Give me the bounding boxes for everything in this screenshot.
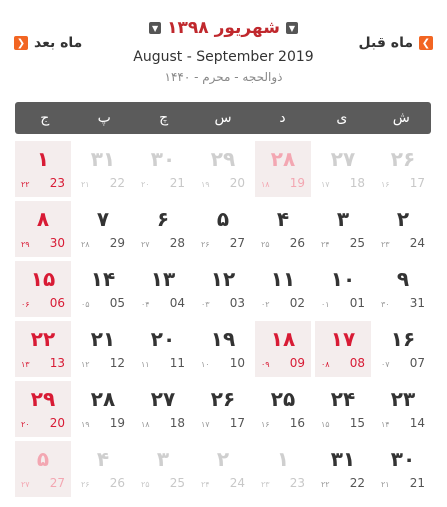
day-cell[interactable] [375, 201, 431, 257]
day-cell[interactable] [255, 141, 311, 197]
persian-day-number: ۲۱ [90, 327, 116, 351]
hijri-day-number: ۲۶ [201, 240, 210, 249]
hijri-day-number: ۰۷ [381, 360, 390, 369]
day-cell[interactable] [75, 141, 131, 197]
secondary-dates [375, 476, 431, 490]
gregorian-day-number: 22 [109, 176, 125, 190]
secondary-dates [255, 236, 311, 250]
gregorian-day-number: 06 [49, 296, 65, 310]
hijri-day-number: ۰۲ [261, 300, 270, 309]
persian-day-number: ۴ [96, 447, 110, 471]
gregorian-day-number: 14 [409, 416, 425, 430]
hijri-day-number: ۱۵ [321, 420, 330, 429]
gregorian-day-number: 17 [409, 176, 425, 190]
gregorian-day-number: 20 [49, 416, 65, 430]
hijri-day-number: ۲۷ [21, 480, 30, 489]
gregorian-day-number: 05 [109, 296, 125, 310]
secondary-dates [15, 356, 71, 370]
persian-day-number: ۳ [156, 447, 170, 471]
hijri-day-number: ۲۰ [21, 420, 30, 429]
secondary-dates [195, 476, 251, 490]
month-dropdown-icon[interactable]: ▼ [286, 22, 298, 34]
secondary-dates [375, 236, 431, 250]
secondary-dates [315, 176, 371, 190]
gregorian-day-number: 18 [349, 176, 365, 190]
gregorian-day-number: 03 [229, 296, 245, 310]
persian-day-number: ۱۱ [270, 267, 296, 291]
hijri-day-number: ۲۰ [141, 180, 150, 189]
day-cell[interactable] [135, 201, 191, 257]
secondary-dates [135, 296, 191, 310]
day-cell[interactable] [315, 321, 371, 377]
gregorian-day-number: 11 [169, 356, 185, 370]
persian-day-number: ۳۱ [330, 447, 356, 471]
gregorian-day-number: 12 [109, 356, 125, 370]
persian-day-number: ۵ [216, 207, 230, 231]
gregorian-day-number: 04 [169, 296, 185, 310]
hijri-day-number: ۲۸ [81, 240, 90, 249]
persian-day-number: ۶ [156, 207, 170, 231]
day-cell[interactable] [195, 441, 251, 497]
secondary-dates [15, 296, 71, 310]
gregorian-day-number: 25 [169, 476, 185, 490]
day-cell[interactable] [135, 321, 191, 377]
gregorian-day-number: 02 [289, 296, 305, 310]
hijri-day-number: ۱۹ [81, 420, 90, 429]
hijri-day-number: ۲۶ [81, 480, 90, 489]
secondary-dates [15, 176, 71, 190]
secondary-dates [15, 476, 71, 490]
persian-day-number: ۲ [216, 447, 230, 471]
secondary-dates [195, 356, 251, 370]
hijri-day-number: ۰۴ [141, 300, 150, 309]
day-cell[interactable] [75, 261, 131, 317]
hijri-day-number: ۲۲ [321, 480, 330, 489]
day-cell[interactable] [15, 321, 71, 377]
day-cell[interactable] [375, 261, 431, 317]
gregorian-day-number: 31 [409, 296, 425, 310]
month-label: شهریور [214, 18, 280, 38]
secondary-dates [75, 176, 131, 190]
year-label: ۱۳۹۸ [167, 18, 209, 38]
secondary-dates [75, 296, 131, 310]
gregorian-day-number: 24 [229, 476, 245, 490]
gregorian-day-number: 23 [289, 476, 305, 490]
secondary-dates [375, 416, 431, 430]
secondary-dates [75, 416, 131, 430]
gregorian-day-number: 10 [229, 356, 245, 370]
persian-day-number: ۲۹ [30, 387, 56, 411]
gregorian-day-number: 22 [349, 476, 365, 490]
persian-day-number: ۳ [336, 207, 350, 231]
calendar-header [0, 0, 447, 100]
persian-day-number: ۱۹ [210, 327, 236, 351]
secondary-dates [75, 356, 131, 370]
gregorian-day-number: 19 [109, 416, 125, 430]
day-cell[interactable] [15, 441, 71, 497]
day-cell[interactable] [375, 321, 431, 377]
day-cell[interactable] [315, 201, 371, 257]
day-cell[interactable] [315, 141, 371, 197]
day-cell[interactable] [315, 261, 371, 317]
secondary-dates [255, 176, 311, 190]
secondary-dates [135, 236, 191, 250]
persian-day-number: ۲۶ [390, 147, 416, 171]
hijri-day-number: ۲۱ [81, 180, 90, 189]
day-cell[interactable] [195, 381, 251, 437]
secondary-dates [255, 296, 311, 310]
day-cell[interactable] [255, 321, 311, 377]
day-cell[interactable] [255, 441, 311, 497]
hijri-day-number: ۲۱ [381, 480, 390, 489]
day-cell[interactable] [75, 201, 131, 257]
persian-day-number: ۱۳ [150, 267, 176, 291]
secondary-dates [375, 176, 431, 190]
persian-day-number: ۴ [276, 207, 290, 231]
hijri-day-number: ۱۷ [201, 420, 210, 429]
day-cell[interactable] [255, 261, 311, 317]
weekday-label: چ [159, 110, 169, 126]
hijri-day-number: ۰۵ [81, 300, 90, 309]
persian-day-number: ۱۰ [330, 267, 356, 291]
hijri-day-number: ۰۱ [321, 300, 330, 309]
day-cell[interactable] [75, 381, 131, 437]
gregorian-day-number: 28 [169, 236, 185, 250]
persian-day-number: ۲۷ [330, 147, 356, 171]
gregorian-day-number: 29 [109, 236, 125, 250]
hijri-day-number: ۱۶ [261, 420, 270, 429]
gregorian-day-number: 24 [409, 236, 425, 250]
persian-day-number: ۲۸ [270, 147, 296, 171]
secondary-dates [315, 236, 371, 250]
weekday-label: ج [40, 110, 50, 126]
persian-day-number: ۲۶ [210, 387, 236, 411]
day-cell[interactable] [375, 381, 431, 437]
persian-day-number: ۳۱ [90, 147, 116, 171]
secondary-dates [135, 356, 191, 370]
secondary-dates [15, 416, 71, 430]
next-month-label: ماه بعد [34, 35, 83, 51]
persian-day-number: ۱۷ [330, 327, 356, 351]
hijri-day-number: ۰۶ [21, 300, 30, 309]
gregorian-day-number: 30 [49, 236, 65, 250]
secondary-dates [195, 416, 251, 430]
chevron-left-icon: ❮ [419, 36, 433, 50]
chevron-right-icon: ❯ [14, 36, 28, 50]
persian-day-number: ۲۸ [90, 387, 116, 411]
day-cell[interactable] [195, 261, 251, 317]
persian-day-number: ۸ [36, 207, 50, 231]
secondary-dates [375, 296, 431, 310]
persian-day-number: ۷ [96, 207, 110, 231]
hijri-day-number: ۱۷ [321, 180, 330, 189]
secondary-dates [15, 236, 71, 250]
day-cell[interactable] [135, 441, 191, 497]
persian-day-number: ۱۸ [270, 327, 296, 351]
gregorian-day-number: 26 [289, 236, 305, 250]
gregorian-day-number: 17 [229, 416, 245, 430]
persian-day-number: ۹ [396, 267, 410, 291]
hijri-day-number: ۱۴ [381, 420, 390, 429]
secondary-dates [195, 236, 251, 250]
day-cell[interactable] [255, 201, 311, 257]
persian-day-number: ۱ [36, 147, 50, 171]
gregorian-day-number: 18 [169, 416, 185, 430]
gregorian-day-number: 13 [49, 356, 65, 370]
hijri-day-number: ۱۶ [381, 180, 390, 189]
persian-day-number: ۲۷ [150, 387, 176, 411]
gregorian-day-number: 19 [289, 176, 305, 190]
hijri-day-number: ۳۰ [381, 300, 390, 309]
hijri-day-number: ۲۲ [21, 180, 30, 189]
secondary-dates [75, 476, 131, 490]
hijri-day-number: ۲۵ [261, 240, 270, 249]
persian-day-number: ۳۰ [150, 147, 176, 171]
hijri-day-number: ۲۷ [141, 240, 150, 249]
hijri-day-number: ۱۸ [261, 180, 270, 189]
secondary-dates [315, 476, 371, 490]
day-cell[interactable] [75, 441, 131, 497]
day-cell[interactable] [315, 441, 371, 497]
secondary-dates [135, 416, 191, 430]
persian-day-number: ۱ [276, 447, 290, 471]
prev-month-label: ماه قبل [358, 35, 413, 51]
gregorian-day-number: 27 [229, 236, 245, 250]
gregorian-day-number: 15 [349, 416, 365, 430]
hijri-day-number: ۱۲ [81, 360, 90, 369]
secondary-dates [135, 476, 191, 490]
day-cell[interactable] [135, 381, 191, 437]
day-cell[interactable] [15, 261, 71, 317]
hijri-day-number: ۲۳ [381, 240, 390, 249]
page-title [167, 18, 280, 38]
weekday-label: س [214, 110, 232, 126]
persian-day-number: ۲۹ [210, 147, 236, 171]
persian-day-number: ۲۲ [30, 327, 56, 351]
hijri-day-number: ۰۳ [201, 300, 210, 309]
hijri-day-number: ۲۳ [261, 480, 270, 489]
hijri-day-number: ۱۸ [141, 420, 150, 429]
gregorian-day-number: 21 [169, 176, 185, 190]
persian-day-number: ۱۵ [30, 267, 56, 291]
persian-day-number: ۳۰ [390, 447, 416, 471]
secondary-dates [195, 176, 251, 190]
calendar-grid [15, 141, 431, 497]
persian-day-number: ۲۵ [270, 387, 296, 411]
day-cell[interactable] [255, 381, 311, 437]
secondary-dates [255, 416, 311, 430]
gregorian-day-number: 25 [349, 236, 365, 250]
weekday-label: د [279, 110, 286, 126]
day-cell[interactable] [15, 141, 71, 197]
persian-day-number: ۲۳ [390, 387, 416, 411]
gregorian-day-number: 23 [49, 176, 65, 190]
day-cell[interactable] [135, 261, 191, 317]
weekday-label: پ [97, 110, 111, 126]
secondary-dates [75, 236, 131, 250]
gregorian-day-number: 20 [229, 176, 245, 190]
weekday-label: ش [392, 110, 410, 126]
gregorian-title: August - September 2019 [133, 49, 314, 65]
hijri-day-number: ۰۹ [261, 360, 270, 369]
day-cell[interactable] [375, 441, 431, 497]
hijri-day-number: ۱۳ [21, 360, 30, 369]
year-dropdown-icon[interactable]: ▼ [149, 22, 161, 34]
gregorian-day-number: 27 [49, 476, 65, 490]
day-cell[interactable] [315, 381, 371, 437]
secondary-dates [315, 356, 371, 370]
day-cell[interactable] [75, 321, 131, 377]
persian-day-number: ۱۲ [210, 267, 236, 291]
day-cell[interactable] [15, 381, 71, 437]
secondary-dates [255, 356, 311, 370]
persian-day-number: ۵ [36, 447, 50, 471]
persian-day-number: ۲ [396, 207, 410, 231]
secondary-dates [135, 176, 191, 190]
hijri-day-number: ۱۹ [201, 180, 210, 189]
hijri-day-number: ۲۵ [141, 480, 150, 489]
secondary-dates [195, 296, 251, 310]
gregorian-day-number: 21 [409, 476, 425, 490]
hijri-title: ذوالحجه - محرم - ۱۴۴۰ [164, 70, 283, 84]
gregorian-day-number: 01 [349, 296, 365, 310]
gregorian-day-number: 09 [289, 356, 305, 370]
persian-day-number: ۱۴ [90, 267, 116, 291]
weekday-bar [15, 102, 431, 134]
hijri-day-number: ۱۱ [141, 360, 150, 369]
day-cell[interactable] [195, 141, 251, 197]
persian-day-number: ۱۶ [390, 327, 416, 351]
hijri-day-number: ۱۰ [201, 360, 210, 369]
day-cell[interactable] [195, 321, 251, 377]
weekday-label: ی [336, 110, 348, 126]
hijri-day-number: ۲۹ [21, 240, 30, 249]
day-cell[interactable] [375, 141, 431, 197]
secondary-dates [255, 476, 311, 490]
gregorian-day-number: 26 [109, 476, 125, 490]
secondary-dates [315, 416, 371, 430]
secondary-dates [375, 356, 431, 370]
day-cell[interactable] [135, 141, 191, 197]
persian-day-number: ۲۰ [150, 327, 176, 351]
gregorian-day-number: 16 [289, 416, 305, 430]
gregorian-day-number: 07 [409, 356, 425, 370]
hijri-day-number: ۰۸ [321, 360, 330, 369]
persian-day-number: ۲۴ [330, 387, 356, 411]
gregorian-day-number: 08 [349, 356, 365, 370]
secondary-dates [315, 296, 371, 310]
hijri-day-number: ۲۴ [201, 480, 210, 489]
day-cell[interactable] [195, 201, 251, 257]
hijri-day-number: ۲۴ [321, 240, 330, 249]
day-cell[interactable] [15, 201, 71, 257]
